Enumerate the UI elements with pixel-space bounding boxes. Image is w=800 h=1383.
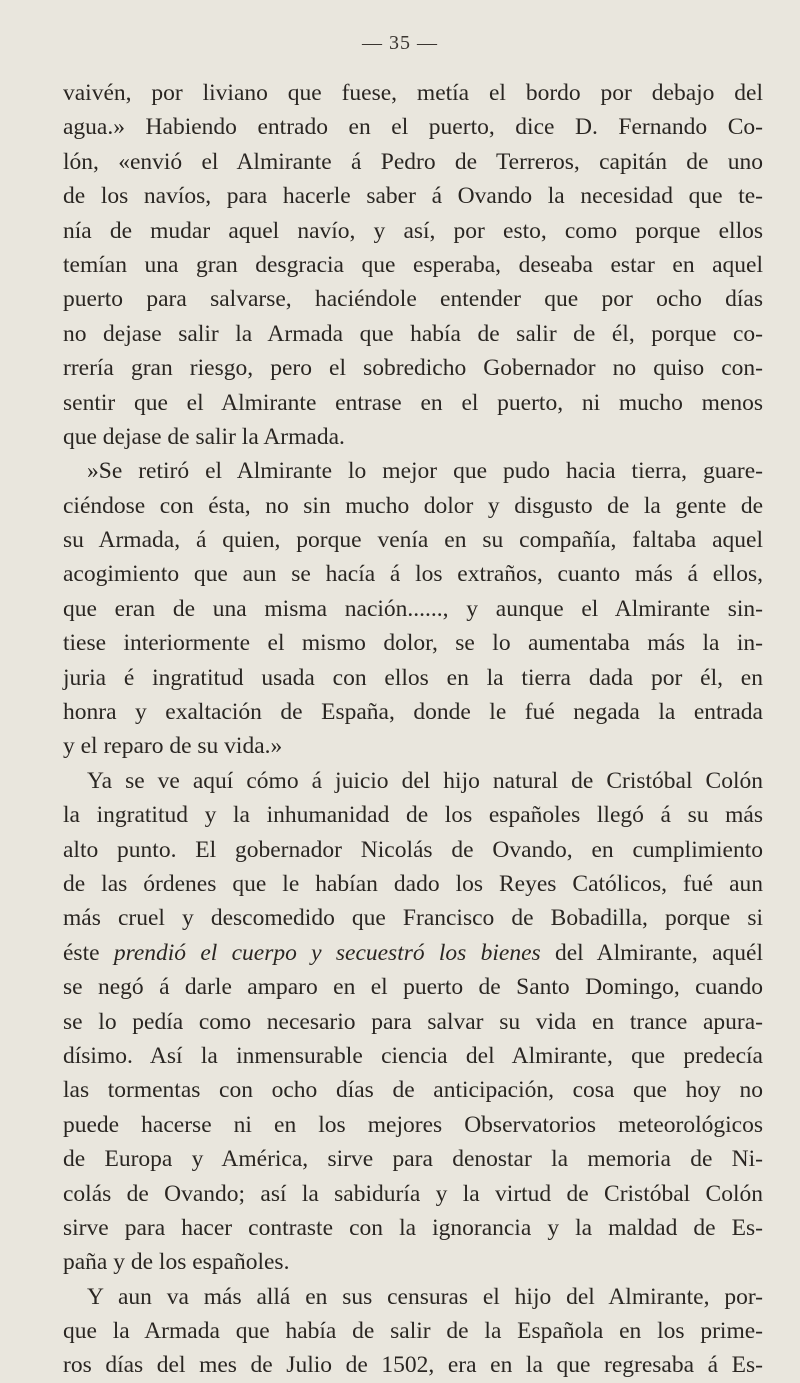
text-line: »Se retiró el Almirante lo mejor que pudo hacia tierra, guare- bbox=[87, 458, 763, 485]
text-line: nía de mudar aquel navío, y así, por esto, como porque ellos bbox=[63, 217, 763, 244]
text-line: honra y exaltación de España, donde le fué negada la entrada bbox=[63, 699, 763, 726]
italic-phrase: prendió el cuerpo y secuestró los bienes bbox=[113, 939, 541, 966]
text-line: Y aun va más allá en sus censuras el hijo del Almirante, por- bbox=[87, 1283, 763, 1310]
text-line: tiese interiormente el mismo dolor, se lo aumentaba más la in- bbox=[63, 630, 763, 657]
text-line: y el reparo de su vida.» bbox=[63, 733, 283, 760]
text-line: ciéndose con ésta, no sin mucho dolor y disgusto de la gente de bbox=[63, 492, 763, 519]
text-line: sirve para hacer contraste con la ignorancia y la maldad de Es- bbox=[63, 1214, 763, 1241]
text-line: acogimiento que aun se hacía á los extraños, cuanto más á ellos, bbox=[63, 561, 763, 588]
text-line: puerto para salvarse, haciéndole entender que por ocho días bbox=[63, 286, 763, 313]
text-segment: éste bbox=[63, 939, 114, 966]
text-line: agua.» Habiendo entrado en el puerto, dice D. Fernando Co- bbox=[63, 114, 763, 141]
text-line: dísimo. Así la inmensurable ciencia del Almirante, que predecía bbox=[63, 1042, 763, 1069]
text-line: juria é ingratitud usada con ellos en la tierra dada por él, en bbox=[63, 664, 763, 691]
text-line: de los navíos, para hacerle saber á Ovando la necesidad que te- bbox=[63, 183, 763, 210]
text-line: la ingratitud y la inhumanidad de los españoles llegó á su más bbox=[63, 802, 763, 829]
text-line: su Armada, á quien, porque venía en su compañía, faltaba aquel bbox=[63, 527, 763, 554]
text-line: temían una gran desgracia que esperaba, deseaba estar en aquel bbox=[63, 251, 763, 278]
text-line: vaivén, por liviano que fuese, metía el bordo por debajo del bbox=[63, 80, 763, 106]
text-line: que eran de una misma nación......, y aunque el Almirante sin- bbox=[63, 595, 763, 622]
text-line bbox=[63, 936, 763, 970]
text-segment: del Almirante, aquél bbox=[540, 939, 763, 966]
text-line: colás de Ovando; así la sabiduría y la virtud de Cristóbal Colón bbox=[63, 1180, 763, 1207]
text-line: se negó á darle amparo en el puerto de Santo Domingo, cuando bbox=[63, 974, 763, 1001]
text-line: de las órdenes que le habían dado los Reyes Católicos, fué aun bbox=[63, 870, 763, 897]
text-line: Ya se ve aquí cómo á juicio del hijo natural de Cristóbal Colón bbox=[87, 767, 763, 794]
text-line: que dejase de salir la Armada. bbox=[63, 423, 345, 450]
text-line: más cruel y descomedido que Francisco de Bobadilla, porque si bbox=[63, 905, 763, 932]
text-line: paña y de los españoles. bbox=[63, 1249, 290, 1276]
text-line: que la Armada que había de salir de la Española en los prime- bbox=[63, 1318, 763, 1345]
text-line: puede hacerse ni en los mejores Observatorios meteorológicos bbox=[63, 1111, 763, 1138]
text-line: alto punto. El gobernador Nicolás de Ovando, en cumplimiento bbox=[63, 836, 763, 863]
text-line: sentir que el Almirante entrase en el puerto, ni mucho menos bbox=[63, 389, 763, 416]
page-number: — 35 — bbox=[362, 32, 438, 54]
text-line: lón, «envió el Almirante á Pedro de Terreros, capitán de uno bbox=[63, 148, 763, 175]
text-line: se lo pedía como necesario para salvar su vida en trance apura- bbox=[63, 1008, 763, 1035]
text-line: ros días del mes de Julio de 1502, era en la que regresaba á Es- bbox=[63, 1352, 763, 1379]
text-line: no dejase salir la Armada que había de salir de él, porque co- bbox=[63, 320, 763, 347]
body-text bbox=[63, 76, 763, 1383]
text-line: las tormentas con ocho días de anticipación, cosa que hoy no bbox=[63, 1077, 763, 1104]
text-line: rrería gran riesgo, pero el sobredicho Gobernador no quiso con- bbox=[63, 355, 763, 382]
text-line: de Europa y América, sirve para denostar la memoria de Ni- bbox=[63, 1146, 763, 1173]
